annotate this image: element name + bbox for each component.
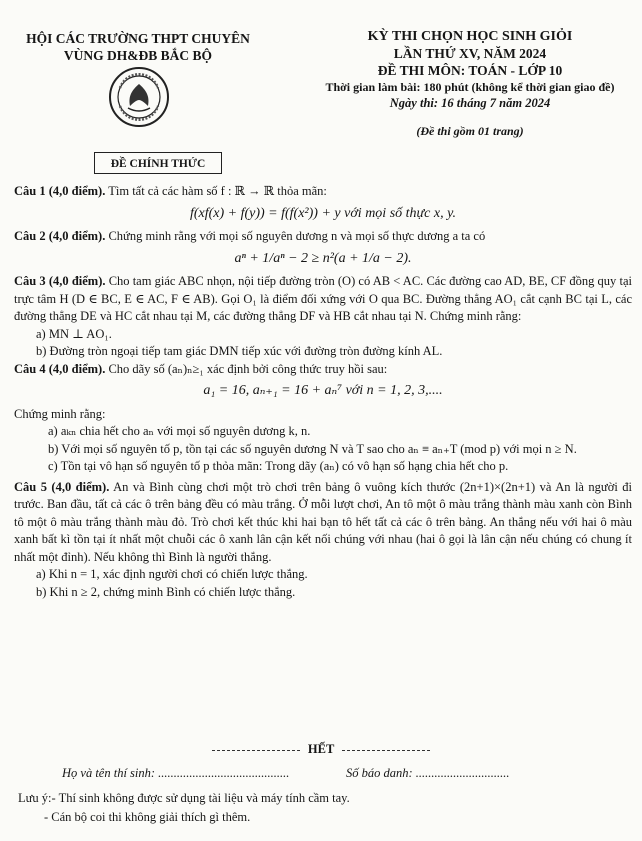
q5 <box>14 479 632 567</box>
q1-equation: f(xf(x) + f(y)) = f(f(x²)) + y với mọi số thực x, y. <box>189 205 457 221</box>
q5-a: a) Khi n = 1, xác định người chơi có chiến lược thắng. <box>36 567 308 581</box>
q3-a: a) MN ⊥ AO₁. <box>36 326 112 341</box>
school-line-2: VÙNG DH&ĐB BẮC BỘ <box>63 48 213 63</box>
end-dash-right <box>342 750 430 751</box>
note-line-1: Lưu ý:- Thí sinh không được sử dụng tài liệu và máy tính cầm tay. <box>18 791 350 805</box>
q4-c: c) Tồn tại vô hạn số nguyên tố p thỏa mãn: Trong dãy (aₙ) có vô hạn số hạng chia hết cho p. <box>48 459 509 473</box>
q4-label: Câu 4 (4,0 điểm). <box>14 361 106 376</box>
end-text: HẾT <box>307 742 335 756</box>
end-dash-left <box>212 750 300 751</box>
exam-title-2: LẦN THỨ XV, NĂM 2024 <box>393 46 547 61</box>
exam-date: Ngày thi: 16 tháng 7 năm 2024 <box>389 96 551 110</box>
q1 <box>14 183 632 201</box>
exam-body <box>14 183 632 601</box>
q2-label: Câu 2 (4,0 điểm). <box>14 229 106 243</box>
end-marker <box>0 742 642 757</box>
exam-subject: ĐỀ THI MÔN: TOÁN - LỚP 10 <box>377 63 563 78</box>
q4-equation: a₁ = 16, aₙ₊₁ = 16 + aₙ⁷ với n = 1, 2, 3,.... <box>203 383 443 398</box>
q1-label: Câu 1 (4,0 điểm). <box>14 184 106 198</box>
exam-duration: Thời gian làm bài: 180 phút (không kể thời gian giao đề) <box>325 80 615 94</box>
q1-text: Tìm tất cả các hàm số f : ℝ → ℝ thỏa mãn: <box>108 184 327 198</box>
q2-text: Chứng minh rằng với mọi số nguyên dương n và mọi số thực dương a ta có <box>108 229 486 243</box>
q2-equation: aⁿ + 1/aⁿ − 2 ≥ n²(a + 1/a − 2). <box>234 250 412 266</box>
candidate-number-field: Số báo danh: .............................. <box>346 766 510 780</box>
q4-b: b) Với mọi số nguyên tố p, tồn tại các số nguyên dương N và T sao cho aₙ ≡ aₙ₊T (mod p) với mọi n ≥ N. <box>48 441 577 456</box>
official-exam-box: ĐỀ CHÍNH THỨC <box>94 152 222 174</box>
school-logo-icon <box>108 66 170 128</box>
q3-label: Câu 3 (4,0 điểm). <box>14 274 106 288</box>
q2 <box>14 228 632 246</box>
exam-title-1: KỲ THI CHỌN HỌC SINH GIỎI <box>367 29 573 44</box>
q3-text: Cho tam giác ABC nhọn, nội tiếp đường tròn (O) có AB < AC. Các đường cao AD, BE, CF đồng quy tại trực tâm H (D ∈ BC, E ∈ AC, F ∈ AB). Gọi O₁ là điểm đối xứng với O qua BC. Đường thẳng AO₁ cắt cạnh BC tại L, các đường thẳng DE và HC cắt nhau tại M, các đường thẳng DF và HB cắt nhau tại N. Chứng minh rằng: <box>14 274 632 323</box>
q4 <box>14 361 632 379</box>
q4-text: Cho dãy số (aₙ)ₙ≥₁ xác định bởi công thức truy hồi sau: <box>108 361 388 376</box>
q5-label: Câu 5 (4,0 điểm). <box>14 479 110 494</box>
q3 <box>14 273 632 326</box>
q4-a: a) aₖₙ chia hết cho aₙ với mọi số nguyên dương k, n. <box>48 424 311 438</box>
page-count: (Đề thi gồm 01 trang) <box>416 124 524 138</box>
q4-prove: Chứng minh rằng: <box>14 406 106 421</box>
note-line-2: - Cán bộ coi thi không giải thích gì thêm. <box>44 810 251 824</box>
q3-b: b) Đường tròn ngoại tiếp tam giác DMN tiếp xúc với đường tròn đường kính AL. <box>36 344 443 358</box>
school-header <box>14 30 262 64</box>
q5-text: An và Bình cùng chơi một trò chơi trên bảng ô vuông kích thước (2n+1)×(2n+1) và An là người đi trước. Ban đầu, tất cả các ô trên bảng đều có màu trắng. Ở mỗi lượt chơi, An tô một ô màu trắng thành màu xanh còn Bình tô một ô màu trắng thành màu đỏ. Trò chơi kết thúc khi hai bạn tô hết tất cả các ô trên bảng. An thắng nếu với hai ô màu xanh bất kì tồn tại ít nhất một chuỗi các ô xanh lân cận kết nối chúng với nhau (hai ô gọi là lân cận nếu chúng có chung ít nhất một đỉnh). Nếu không thì Bình là người thắng. <box>14 479 632 564</box>
exam-header <box>300 28 640 139</box>
candidate-name-field: Họ và tên thí sinh: .......................................... <box>62 766 290 780</box>
school-line-1: HỘI CÁC TRƯỜNG THPT CHUYÊN <box>26 31 250 46</box>
q5-b: b) Khi n ≥ 2, chứng minh Bình có chiến lược thắng. <box>36 584 296 599</box>
